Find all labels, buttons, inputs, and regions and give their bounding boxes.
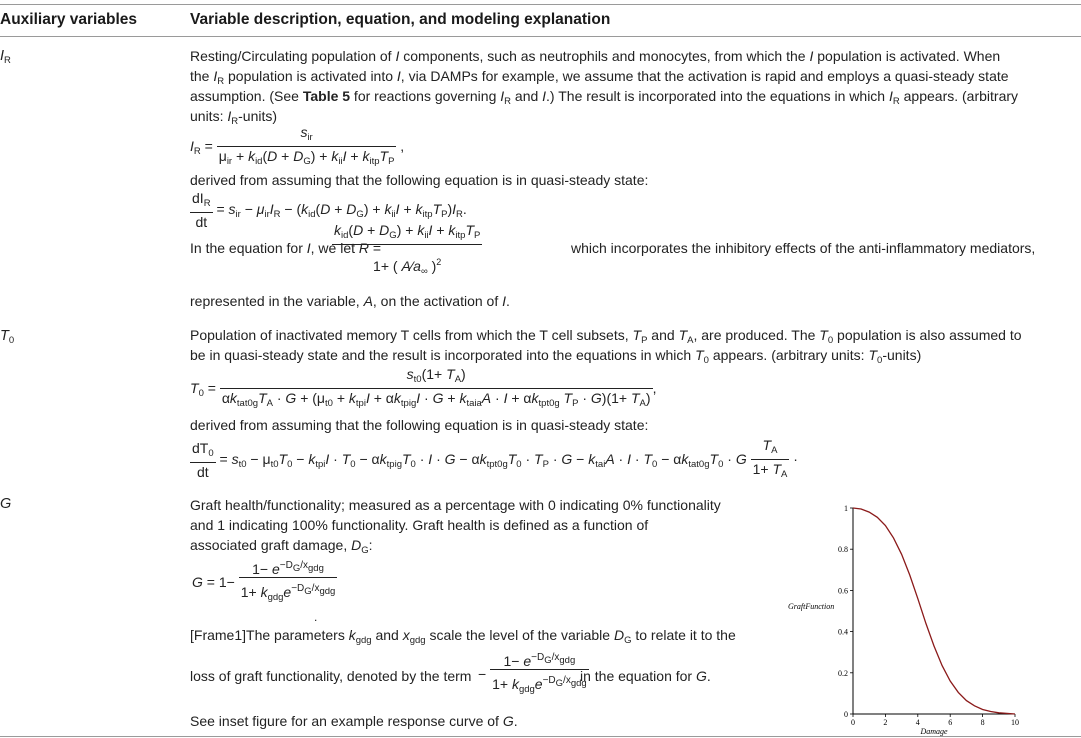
g-frame-term: − $\frac{1- e^{-D_G/x_{gdg}}}{1+ k_{gdg}e^{-D_G/x_{gdg}}}$ [478, 650, 589, 701]
row-label-t0: $T_0$ [0, 328, 15, 346]
x-axis-label: Damage [920, 727, 948, 736]
x-tick-label: 2 [883, 718, 888, 727]
y-tick-label: 0.2 [838, 668, 848, 678]
ir-description-line4: units: $I_R-units$) [190, 108, 278, 127]
row-label-ir: $I_R$ [0, 48, 11, 66]
ir-inequation-text-b: which incorporates the inhibitory effects of the anti-inflammatory mediators, [571, 240, 1036, 256]
row-label-g: G [0, 496, 12, 512]
t0-description-line1: Population of inactivated memory T cells from which the T cell subsets, $T_P$ and $T_A$, are produced. The $T_0$ population is also assumed to [190, 327, 1022, 346]
ir-inequation-text-a: In the equation for I, we let R = [190, 240, 382, 256]
ir-r-equation: $\frac{k_{id}(D + D_G) + k_{ii}I + k_{itp}T_P}{1+ ( A⁄a_\infty )^2}$ [332, 222, 482, 289]
y-tick-label: 0 [844, 710, 848, 719]
ir-description-line3: assumption. (See Table 5 for reactions governing $I_R$ and I.) The result is incorporated into the equations in which $I_R$ appears. (arbitrary [190, 88, 1019, 107]
g-frame-line1: [Frame1]The parameters $k_{gdg}$ and $x_{gdg}$ scale the level of the variable $D_G$ to relate it to the [190, 627, 736, 646]
series-line [853, 508, 1015, 714]
t0-description-line2: be in quasi-steady state and the result is incorporated into the equations in which $T_0$ appears. (arbitrary units: $T_0-units$) [190, 347, 922, 366]
ir-derived-text: derived from assuming that the following equation is in quasi-steady state: [190, 172, 649, 188]
g-frame-line2-a: loss of graft functionality, denoted by the term [190, 668, 472, 684]
ir-quasi-steady-equation: $\frac{dI_R}{dt}$ = $s_{ir} - \mu_{ir}I_R - (k_{id}(D + D_G) + k_{ii}I + k_{itp}T_P)I_R$. [192, 190, 467, 230]
g-description-line3: associated graft damage, $D_G$: [190, 537, 373, 556]
x-tick-label: 6 [948, 718, 953, 727]
g-frame-line2-b: in the equation for G. [580, 668, 711, 684]
y-tick-label: 0.8 [838, 545, 848, 555]
ir-represented-text: represented in the variable, A, on the activation of I. [190, 293, 510, 309]
header-col-auxiliary: Auxiliary variables [0, 11, 137, 28]
y-tick-label: 0.4 [838, 627, 848, 637]
g-equation: G = 1− $\frac{1- e^{-D_G/x_{gdg}}}{1+ k_{gdg}e^{-D_G/x_{gdg}}}$ [192, 558, 337, 609]
y-axis-label: GraftFunction [788, 602, 835, 611]
t0-equation: $T_0$ = $s_{t0}(1+ T_A)$ $\alpha k_{tat0g}T_A \cdot G + (\mu_{t0} + k_{tpi}I + \alpha k_{tpig}I \cdot G + k_{taia}A \cdot I + \alpha k_{tpt0g}$ $T_P \cdot G)(1+ T_A)$ , [190, 366, 656, 413]
g-see-inset: See inset figure for an example response curve of G. [190, 713, 518, 729]
bottom-rule [0, 736, 1081, 737]
x-tick-label: 0 [851, 718, 855, 727]
g-description-line2: and 1 indicating 100% functionality. Graft health is defined as a function of [190, 517, 649, 533]
ir-description-line2: the $I_R$ population is activated into I, via DAMPs for example, we assume that the activation is rapid and employs a quasi-steady state [190, 68, 1009, 87]
graft-function-chart [780, 495, 1070, 738]
header-col-description: Variable description, equation, and modeling explanation [190, 11, 611, 28]
header-rule [0, 36, 1081, 37]
t0-derived-text: derived from assuming that the following equation is in quasi-steady state: [190, 417, 649, 433]
y-tick-label: 0.6 [838, 586, 848, 596]
x-tick-label: 4 [915, 718, 920, 727]
x-tick-label: 8 [980, 718, 985, 727]
y-tick-label: 1 [844, 504, 848, 513]
t0-quasi-steady-equation: $\frac{dT_0}{dt}$ = $s_{t0} - \mu_{t0}T_0 - k_{tpi}I \cdot T_0 - \alpha k_{tpig}T_0 \cdot I \cdot G - \alpha k_{tpt0g}T_0 \cdot T_P \cdot G - k_{tai}A \cdot I \cdot T_0 - \alpha k_{tat0g}T_0 \cdot G$ $\frac{T_A}{1+ T_A}$ · [190, 437, 798, 484]
g-equation-period: . [314, 610, 318, 624]
ir-description-line1: Resting/Circulating population of I components, such as neutrophils and monocytes, from which the I population is activated. When [190, 48, 1001, 64]
ir-equation: $I_R$ = $\frac{s_{ir}}{\mu_{ir} + k_{id}(D + D_G) + k_{ii}I + k_{itp}T_P}$ , [190, 124, 404, 171]
top-rule [0, 4, 1081, 5]
x-tick-label: 10 [1011, 718, 1019, 727]
g-description-line1: Graft health/functionality; measured as a percentage with 0 indicating 0% functionality [190, 497, 721, 513]
